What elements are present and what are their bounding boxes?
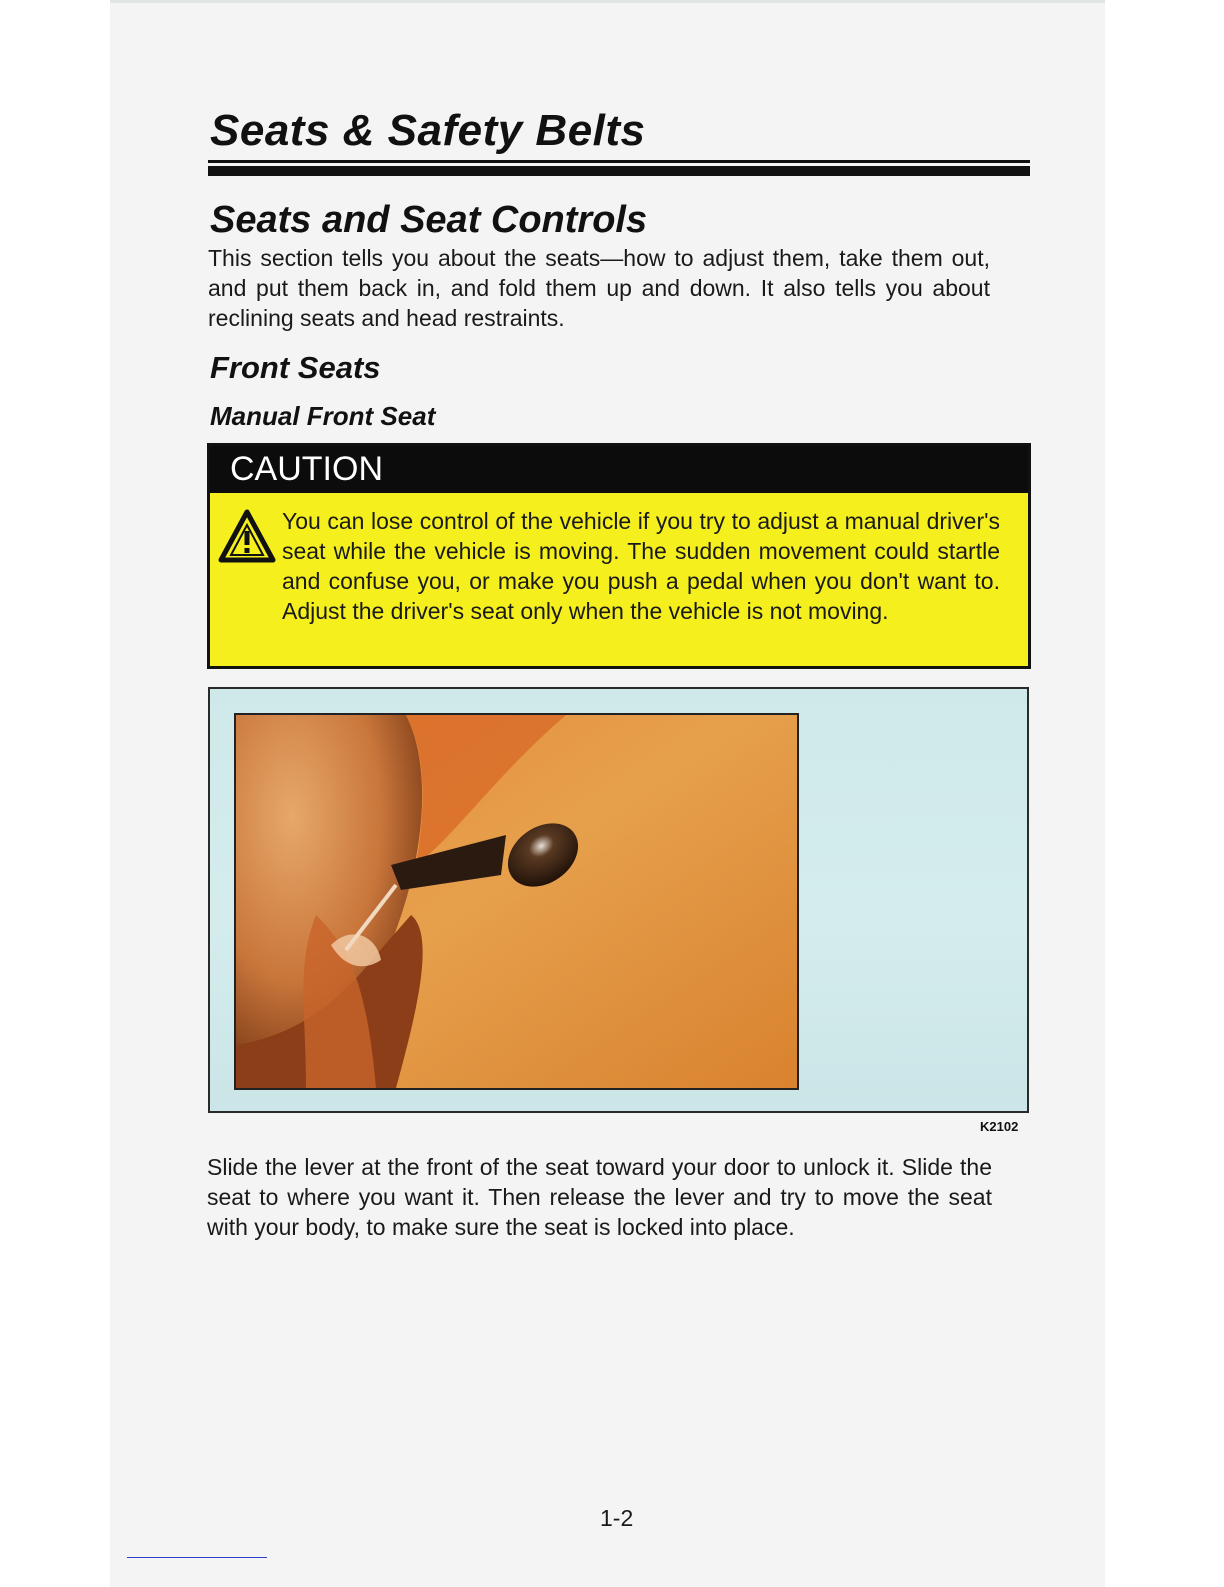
- caution-header: [210, 446, 1028, 493]
- page-number: 1-2: [600, 1505, 634, 1531]
- caution-box: [207, 443, 1031, 669]
- chapter-rule-thick: [208, 166, 1030, 176]
- subsection-title: Front Seats: [210, 350, 381, 385]
- body-paragraph: Slide the lever at the front of the seat toward your door to unlock it. Slide the seat to where you want it. Then release the lever and try to move the seat with your body, to make sure the seat is locked into place.: [207, 1154, 992, 1240]
- caution-text: You can lose control of the vehicle if you try to adjust a manual driver's seat while the vehicle is moving. The sudden movement could startle and confuse you, or make you push a pedal when you don't want to. Adjust the driver's seat only when the vehicle is not moving.: [282, 508, 1000, 624]
- chapter-title: Seats & Safety Belts: [210, 106, 646, 155]
- intro-paragraph: This section tells you about the seats—how to adjust them, take them out, and put them back in, and fold them up and down. It also tells you about reclining seats and head restraints.: [208, 245, 990, 331]
- figure-frame: [208, 687, 1029, 1113]
- section-title: Seats and Seat Controls: [210, 199, 648, 241]
- warning-triangle-icon: [218, 509, 276, 563]
- figure-code: K2102: [980, 1119, 1019, 1134]
- caution-label: CAUTION: [230, 450, 383, 488]
- chapter-rule-thin: [208, 160, 1030, 163]
- subsubsection-title: Manual Front Seat: [210, 401, 436, 431]
- seat-lever-illustration: [236, 715, 797, 1088]
- underline-link-mark: [127, 1557, 267, 1558]
- seat-lever-photo: [234, 713, 799, 1090]
